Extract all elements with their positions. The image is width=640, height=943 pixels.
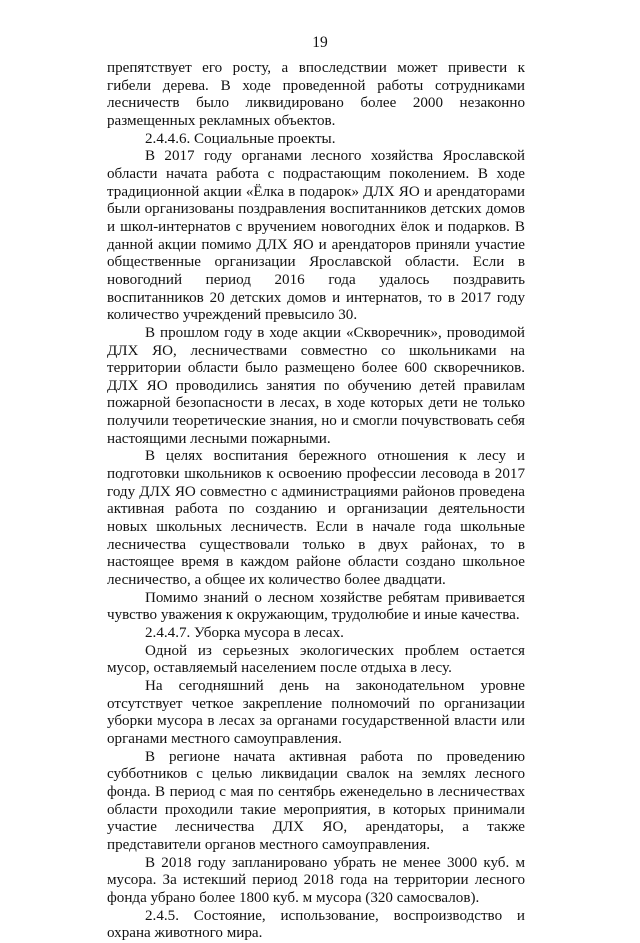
paragraph-plan-2018: В 2018 году запланировано убрать не менее 3000 куб. м мусора. За истекший период 2018 года на территории лесного фонда убрано более 1800 куб. м мусора (320 самосвалов).	[107, 854, 525, 906]
paragraph-values: Помимо знаний о лесном хозяйстве ребятам прививается чувство уважения к окружающим, трудолюбие и иные качества.	[107, 589, 525, 624]
paragraph-elka-action: В 2017 году органами лесного хозяйства Ярославской области начата работа с подрастающим поколением. В ходе традиционной акции «Ёлка в подарок» ДЛХ ЯО и арендаторами были организованы поздравления воспитанников детских домов и школ-интернатов с вручением новогодних ёлок и подарков. В данной акции помимо ДЛХ ЯО и арендаторов приняли участие общественные организации Ярославской области. Если в новогодний период 2016 года удалось поздравить воспитанников 20 детских домов и интернатов, то в 2017 году количество учреждений превысило 30.	[107, 148, 525, 324]
paragraph-continuation: препятствует его росту, а впоследствии может привести к гибели дерева. В ходе проведенной работы сотрудниками лесничеств было ликвидировано более 2000 незаконно размещенных рекламных объектов.	[107, 60, 525, 129]
paragraph-legislation: На сегодняшний день на законодательном уровне отсутствует четкое закрепление полномочий по организации уборки мусора в лесах за органами государственной власти или органами местного самоуправления.	[107, 677, 525, 747]
paragraph-garbage-problem: Одной из серьезных экологических проблем остается мусор, оставляемый населением после отдыха в лесу.	[107, 642, 525, 677]
document-body	[107, 60, 525, 943]
section-heading-social-projects: 2.4.4.6. Социальные проекты.	[145, 130, 336, 147]
paragraph-skvorechnik-action: В прошлом году в ходе акции «Скворечник», проводимой ДЛХ ЯО, лесничествами совместно со школьниками на территории области было размещено более 600 скворечников. ДЛХ ЯО проводились занятия по обучению детей правилам пожарной безопасности в лесах, в ходе которых дети не только получили теоретические знания, но и смогли почувствовать себя настоящими лесными пожарными.	[107, 324, 525, 447]
section-heading-wildlife: 2.4.5. Состояние, использование, воспроизводство и охрана животного мира.	[107, 907, 525, 942]
section-heading-garbage: 2.4.4.7. Уборка мусора в лесах.	[145, 625, 344, 641]
paragraph-subbotniks: В регионе начата активная работа по проведению субботников с целью ликвидации свалок на землях лесного фонда. В период с мая по сентябрь еженедельно в лесничествах области проходили такие мероприятия, в которых принимали участие лесничества ДЛХ ЯО, арендаторы, а также представители органов местного самоуправления.	[107, 748, 525, 853]
paragraph-school-forestries: В целях воспитания бережного отношения к лесу и подготовки школьников к освоению профессии лесовода в 2017 году ДЛХ ЯО совместно с администрациями районов проведена активная работа по созданию и организации деятельности новых школьных лесничеств. Если в начале года школьные лесничества существовали только в двух районах, то в настоящее время в каждом районе области создано школьное лесничество, а общее их количество более двадцати.	[107, 448, 525, 589]
page-number: 19	[312, 34, 328, 51]
